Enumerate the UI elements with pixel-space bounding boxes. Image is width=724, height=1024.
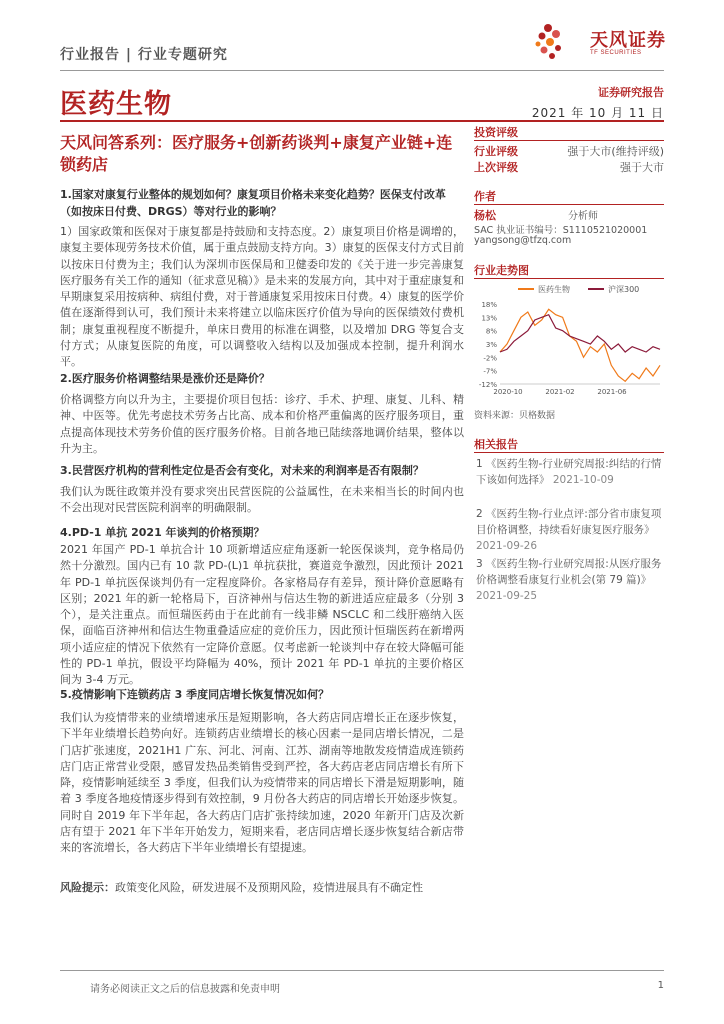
report-category: 行业报告 | 行业专题研究	[60, 47, 228, 63]
related-report-3[interactable]	[476, 556, 664, 604]
trend-divider	[474, 278, 664, 279]
x-tick-label: 2021-06	[597, 388, 627, 396]
rating-value: 强于大市(维持评级)	[567, 145, 664, 158]
section-3-body: 我们认为既往政策并没有要求突出民营医院的公益属性，在未来相当长的时间内也不会出现对民营医院利润率的明确限制。	[60, 485, 464, 515]
author-email[interactable]: yangsong@tfzq.com	[474, 235, 572, 246]
risk-note	[60, 880, 464, 896]
author-divider	[474, 204, 664, 205]
section-5-heading: 5.疫情影响下连锁药店 3 季度同店增长恢复情况如何？	[60, 688, 330, 701]
disclaimer-note: 请务必阅读正文之后的信息披露和免责申明	[90, 984, 280, 995]
related-report-2[interactable]	[476, 506, 664, 554]
rating-heading: 投资评级	[474, 126, 518, 139]
author-name: 杨松	[474, 209, 496, 222]
related-report-date: 2021-09-25	[476, 590, 538, 602]
rating-row-previous	[474, 159, 664, 175]
report-type: 证券研究报告	[598, 86, 664, 99]
y-tick-label: -7%	[483, 367, 497, 376]
report-title: 天风问答系列：医疗服务+创新药谈判+康复产业链+连锁药店	[60, 133, 453, 174]
legend-label-b: 沪深300	[608, 285, 640, 294]
author-heading: 作者	[474, 190, 496, 203]
rating-key: 上次评级	[474, 161, 518, 174]
y-tick-label: 3%	[485, 341, 497, 349]
logo-en: TF SECURITIES	[590, 50, 642, 56]
legend-label-a: 医药生物	[538, 285, 570, 294]
related-report-1[interactable]	[476, 456, 664, 488]
related-heading: 相关报告	[474, 438, 518, 451]
y-tick-label: 13%	[481, 314, 497, 323]
related-report-title: 2 《医药生物-行业点评:部分省市康复项目价格调整，持续看好康复医疗服务》	[476, 508, 662, 536]
footer-divider	[60, 970, 664, 971]
section-1-body: 1）国家政策和医保对于康复都是持鼓励和支持态度。2）康复项目价格是调增的，康复主要体现劳务技术价值，属于重点鼓励支持方向。3）康复的医保支付方式目前以按床日付费为主；我们认为深圳市医保局和卫健委印发的《关于进一步完善康复医疗服务有关工作的通知（征求意见稿）》是未来的发展方向，其中对于重症康复和早期康复采用按病种、病组付费，对于普通康复采用按床日付费。4）康复的医学价值在逐渐得到认可，我们预计未来将建立以临床医疗价值为导向的医保绩效付费机制；康复重视程度不断提升，单床日费用的标准在调整，以及增加 DRG 等复合支付方式；从康复医院的角度，可以调整收入结构以及加强成本控制，提升利润水平。	[60, 225, 464, 369]
trend-heading: 行业走势图	[474, 264, 529, 277]
rating-value: 强于大市	[620, 161, 664, 174]
section-4-heading: 4.PD-1 单抗 2021 年谈判的价格预期？	[60, 526, 265, 539]
author-role: 分析师	[568, 211, 598, 222]
x-tick-label: 2020-10	[493, 388, 523, 396]
risk-text: 政策变化风险，研发进展不及预期风险，疫情进展具有不确定性	[115, 881, 423, 894]
y-tick-label: -12%	[478, 381, 497, 389]
header-divider	[60, 70, 664, 71]
author-sac: SAC 执业证书编号：S1110521020001	[474, 225, 648, 236]
series-line	[500, 315, 660, 352]
industry-trend-chart	[474, 282, 664, 400]
author-name-row	[474, 207, 664, 223]
rating-key: 行业评级	[474, 145, 518, 158]
series-line	[500, 309, 660, 381]
rating-divider	[474, 140, 664, 141]
related-report-title: 1 《医药生物-行业研究周报:纠结的行情下该如何选择》	[476, 458, 662, 486]
y-tick-label: 8%	[485, 327, 497, 336]
section-5-body: 我们认为疫情带来的业绩增速承压是短期影响，各大药店同店增长正在逐步恢复，下半年业绩增长趋势向好。连锁药店业绩增长的核心因素一是同店增长情况，二是门店扩张速度，2021H1 广东、河北、河南、江苏、湖南等地散发疫情造成连锁药店门店正常营业受限，感冒发热品类销售受到严控，各大药店老店同店增长有所下降，疫情影响延续至 3 季度，但我们认为疫情带来的同店增长下滑是短期影响，随着 3 季度各地疫情逐步得到有效控制，9 月份各大药店的同店增长开始逐步恢复。同时自 2019 年下半年起，各大药店门店扩张持续加速，2020 年新开门店及次新店有望于 2021 年下半年开始发力，短期来看，老店同店增长逐步恢复结合新店带来的客流增长，各大药店下半年业绩增长有望提速。	[60, 711, 464, 855]
risk-label: 风险提示：	[60, 881, 115, 894]
section-3-heading: 3.民营医疗机构的营利性定位是否会有变化，对未来的利润率是否有限制？	[60, 464, 424, 477]
rating-row-industry	[474, 143, 664, 159]
related-report-title: 3 《医药生物-行业研究周报:从医疗服务价格调整看康复行业机会(第 79 篇)》	[476, 558, 662, 586]
section-2-body: 价格调整方向以升为主，主要提价项目包括：诊疗、手术、护理、康复、儿科、精神、中医等。优先考虑技术劳务占比高、成本和价格严重偏离的医疗服务项目，重点提高体现技术劳务价值的医疗服务价格。目前各地已陆续落地调价结果，整体以升为主。	[60, 393, 464, 455]
logo-cn: 天风证券	[590, 30, 666, 51]
sector-title: 医药生物	[60, 89, 172, 120]
section-2-heading: 2.医疗服务价格调整结果是涨价还是降价？	[60, 372, 270, 385]
section-4-body: 2021 年国产 PD-1 单抗合计 10 项新增适应症角逐新一轮医保谈判，竞争格局仍然十分激烈。国内已有 10 款 PD-(L)1 单抗获批，赛道竞争激烈，因此预计 2021 年 PD-1 单抗医保谈判仍有一定程度降价。各家格局存有差异，预计降价意愿略有区别；2021 年的新一轮格局下，百济神州与信达生物的新进适应症最多（分别 3 个），是关注重点。而恒瑞医药由于在此前有一线非鳞 NSCLC 和二线肝癌纳入医保，面临百济神州和信达生物重叠适应症的竞价压力，因此预计恒瑞医药在新增两项小适应症的情况下依然有一定降价意愿。仅考虑新一轮谈判中存在较大降幅可能性的 PD-1 单抗，假设平均降幅为 40%，预计 2021 年 PD-1 单抗的主要价格区间为 3-4 万元。	[60, 543, 464, 687]
chart-source: 资料来源：贝格数据	[474, 411, 556, 421]
related-report-date: 2021-10-09	[552, 474, 614, 486]
x-tick-label: 2021-02	[545, 388, 575, 396]
y-tick-label: -2%	[483, 354, 497, 363]
section-1-heading: 1.国家对康复行业整体的规划如何？康复项目价格未来变化趋势？医保支付改革（如按床日付费、DRGS）等对行业的影响？	[60, 188, 446, 218]
related-report-date: 2021-09-26	[476, 540, 538, 552]
related-divider	[474, 452, 664, 453]
y-tick-label: 18%	[481, 301, 497, 309]
report-date: 2021 年 10 月 11 日	[531, 106, 664, 120]
page-number: 1	[657, 980, 664, 991]
sector-divider	[60, 120, 664, 122]
